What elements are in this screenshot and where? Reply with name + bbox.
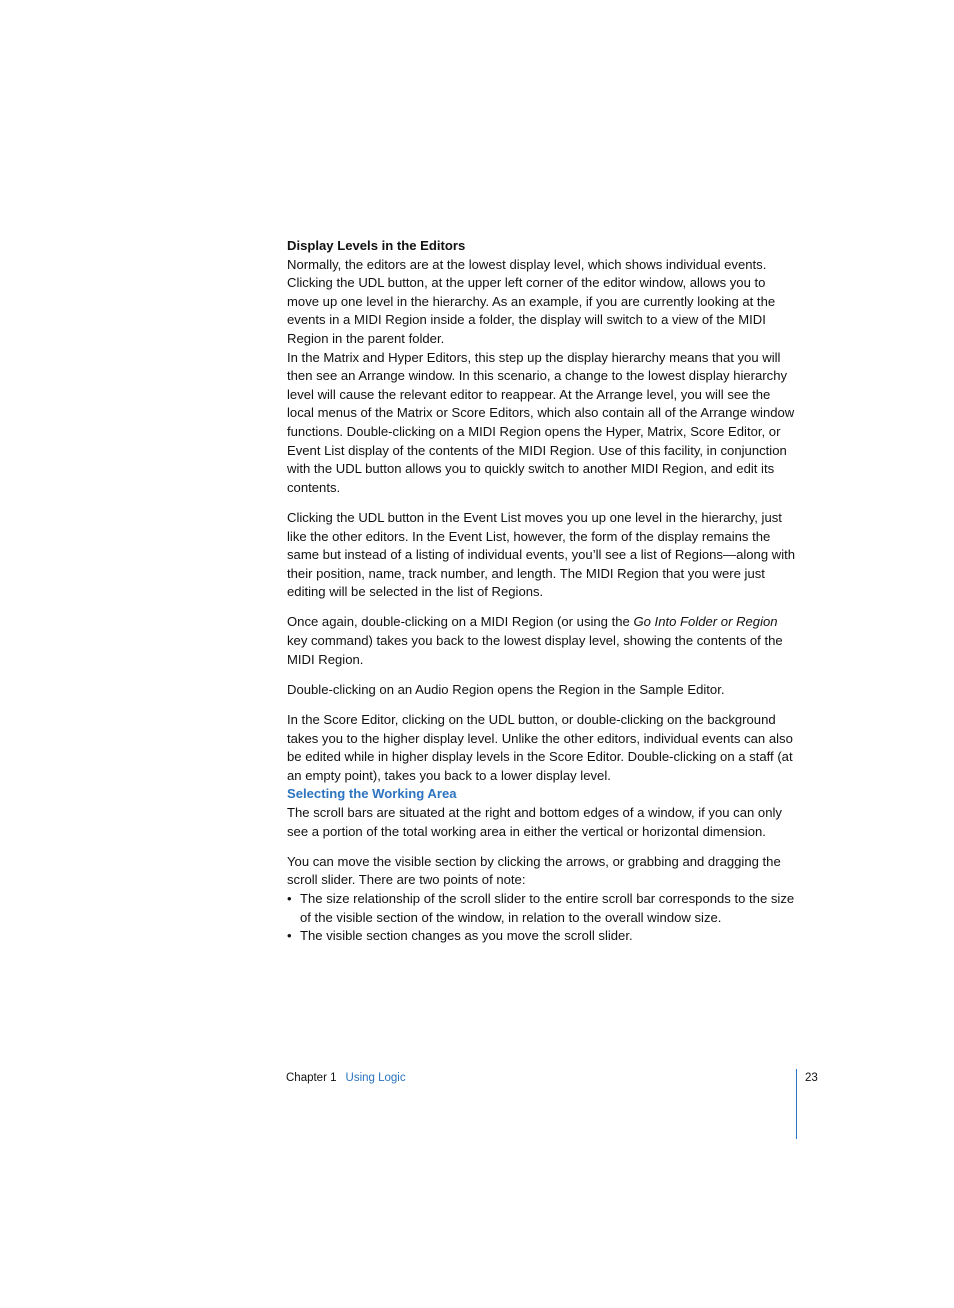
footer-divider <box>796 1069 797 1139</box>
section-heading-display-levels: Display Levels in the Editors <box>287 238 466 253</box>
paragraph-visible-section: You can move the visible section by clicking the arrows, or grabbing and dragging the scroll slider. There are two points of note: <box>287 853 781 888</box>
paragraph-normal-display-level: Normally, the editors are at the lowest display level, which shows individual events. Clicking the UDL button, at the upper left corner of the editor window, allows you to move up one level in the hierarchy. As an example, if you are currently looking at the events in a MIDI Region inside a folder, the display will switch to a view of the MIDI Region in the parent folder. <box>287 256 776 346</box>
list-item <box>287 927 797 946</box>
footer-chapter-title: Using Logic <box>345 1072 406 1084</box>
footer-chapter-label: Chapter 1 <box>286 1072 337 1084</box>
page-footer <box>286 1070 406 1086</box>
bullet-icon: • <box>287 890 292 906</box>
paragraph-audio-region: Double-clicking on an Audio Region opens the Region in the Sample Editor. <box>287 681 725 697</box>
page-number: 23 <box>805 1072 818 1084</box>
paragraph-text: Once again, double-clicking on a MIDI Region (or using the <box>287 614 634 630</box>
key-command-name: Go Into Folder or Region <box>633 614 778 630</box>
paragraph-event-list-udl: Clicking the UDL button in the Event List moves you up one level in the hierarchy, just like the other editors. In the Event List, however, the form of the display remains the same but instead of a listing of individual events, you’ll see a list of Regions—along with their position, name, track number, and length. The MIDI Region that you were just editing will be selected in the list of Regions. <box>287 509 796 600</box>
section-heading-working-area: Selecting the Working Area <box>287 786 457 802</box>
list-item <box>287 890 797 927</box>
paragraph-go-into-folder <box>287 613 797 669</box>
bullet-icon: • <box>287 928 292 944</box>
bullet-list <box>287 890 797 946</box>
paragraph-matrix-hyper-editors: In the Matrix and Hyper Editors, this step up the display hierarchy means that you will then see an Arrange window. In this scenario, a change to the lowest display hierarchy level will cause the relevant editor to reappear. At the Arrange level, you will see the local menus of the Matrix or Score Editors, which also contain all of the Arrange window functions. Double-clicking on a MIDI Region opens the Hyper, Matrix, Score Editor, or Event List display of the contents of the MIDI Region. Use of this facility, in conjunction with the UDL button allows you to quickly switch to another MIDI Region, and edit its contents. <box>287 349 795 495</box>
paragraph-text: key command) takes you back to the lowest display level, showing the contents of the MIDI Region. <box>287 633 783 667</box>
paragraph-scroll-bars: The scroll bars are situated at the right and bottom edges of a window, if you can only see a portion of the total working area in either the vertical or horizontal dimension. <box>287 805 782 839</box>
list-item-text: The visible section changes as you move the scroll slider. <box>300 928 633 944</box>
main-content <box>287 237 797 946</box>
list-item-text: The size relationship of the scroll slider to the entire scroll bar corresponds to the size of the visible section of the window, in relation to the overall window size. <box>300 890 795 925</box>
paragraph-score-editor: In the Score Editor, clicking on the UDL button, or double-clicking on the background takes you to the higher display level. Unlike the other editors, individual events can also be edited while in higher display levels in the Score Editor. Double-clicking on a staff (at an empty point), takes you back to a lower display level. <box>287 712 793 783</box>
